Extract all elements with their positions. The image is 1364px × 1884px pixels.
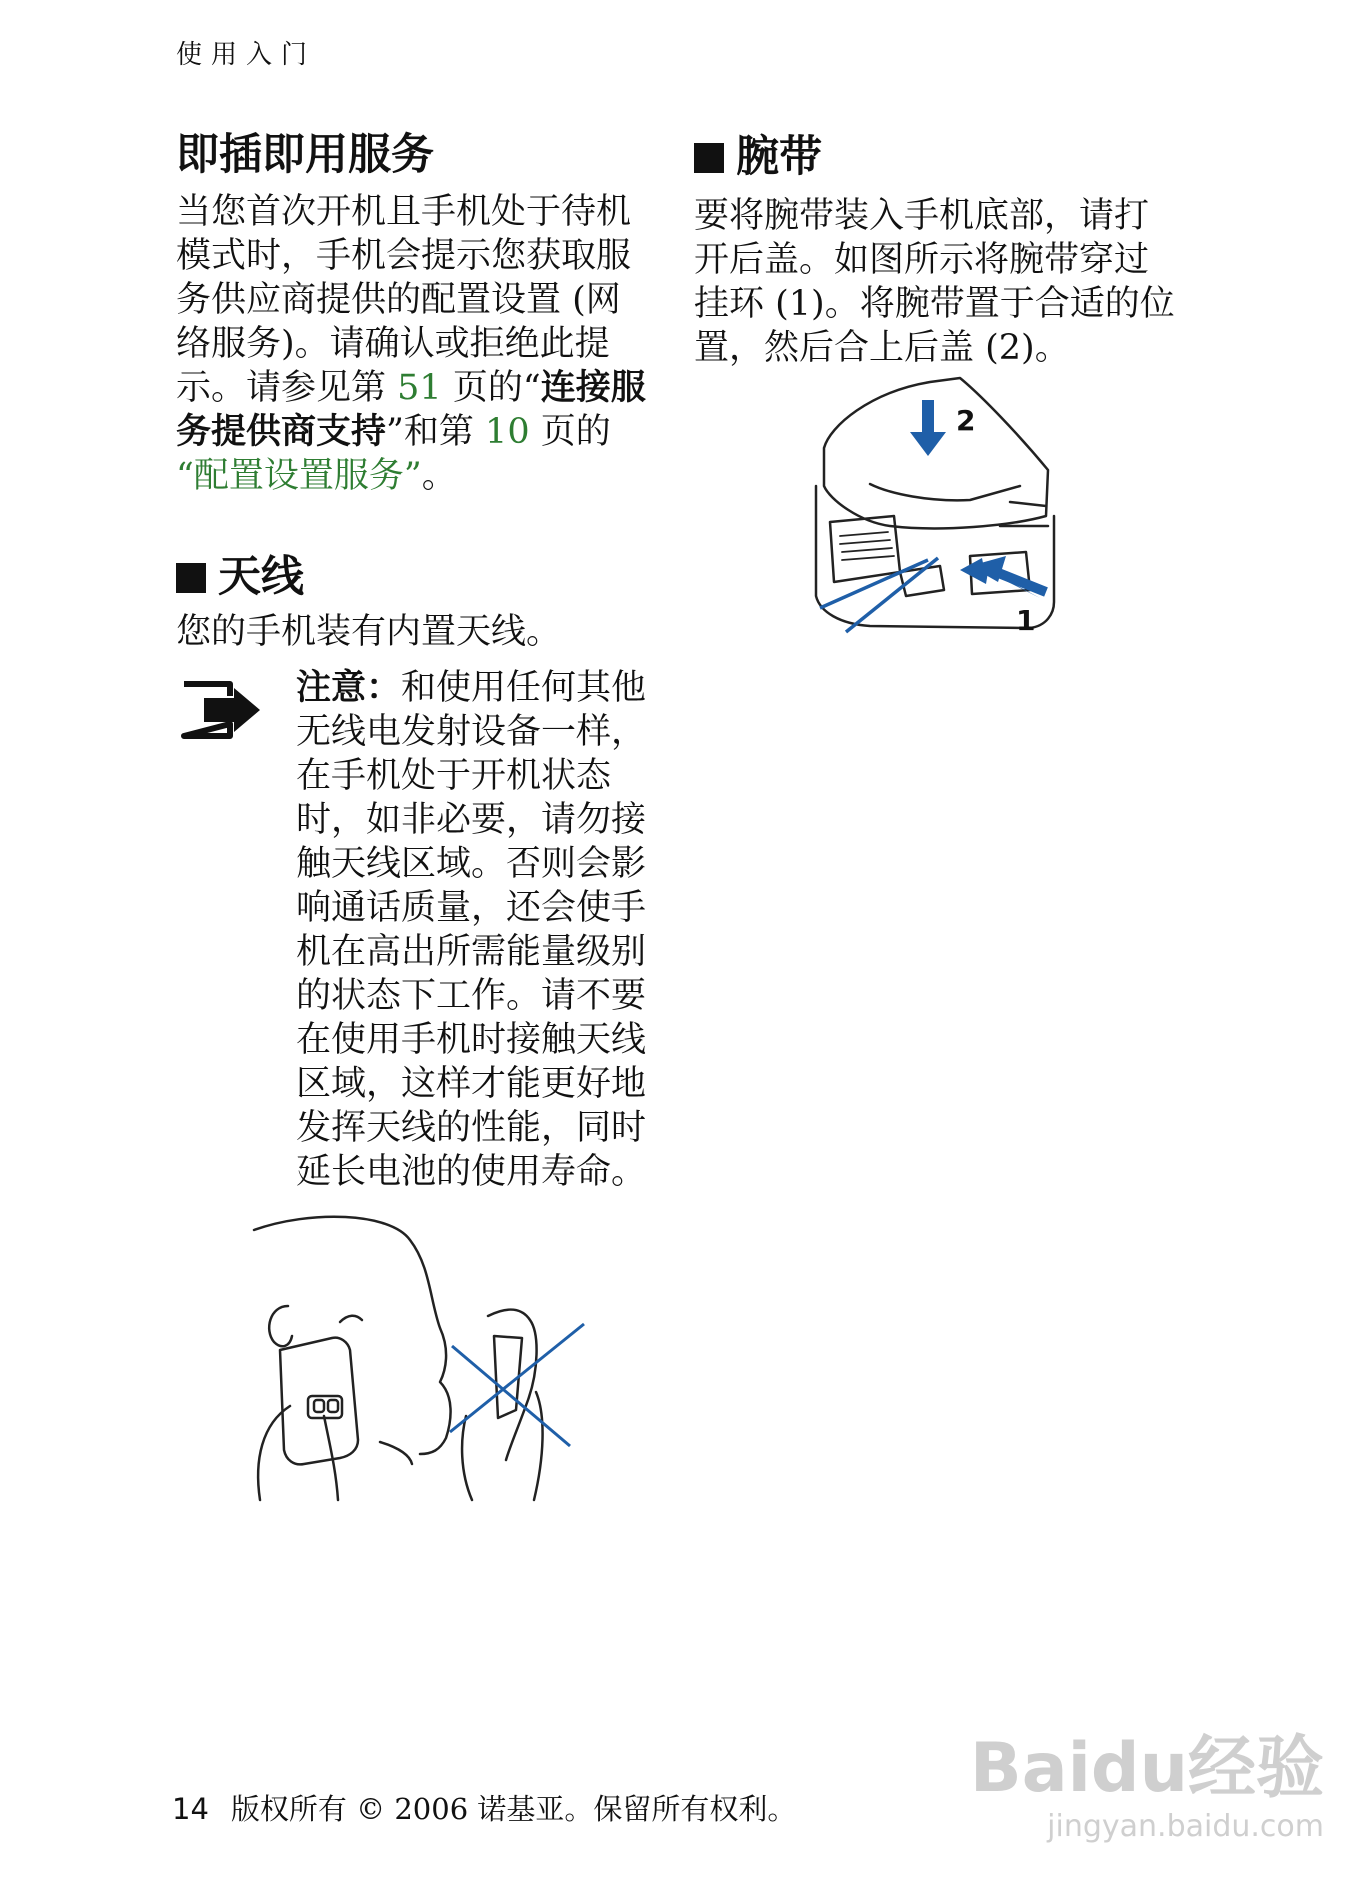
plugplay-line: 络服务)。请确认或拒绝此提 xyxy=(176,324,610,364)
cross-line-b xyxy=(450,1324,584,1432)
wrist-line: 挂环 (1)。将腕带置于合适的位 xyxy=(694,284,1175,324)
note-icon xyxy=(178,680,262,740)
step-2-label: 2 xyxy=(956,404,976,437)
page-header: 使用入门 xyxy=(176,40,317,70)
watermark xyxy=(969,1729,1324,1844)
wrist-line: 开后盖。如图所示将腕带穿过 xyxy=(694,240,1150,280)
text: 页的“ xyxy=(441,368,541,408)
plugplay-title: 即插即用服务 xyxy=(176,130,434,180)
copyright: 版权所有 © 2006 诺基亚。保留所有权利。 xyxy=(230,1792,797,1826)
note-label: 注意： xyxy=(296,668,402,708)
note-line: 时，如非必要，请勿接 xyxy=(296,800,647,840)
plugplay-line xyxy=(176,410,646,454)
antenna-intro: 您的手机装有内置天线。 xyxy=(176,612,562,652)
watermark-url: jingyan.baidu.com xyxy=(1047,1809,1324,1844)
plugplay-line: 当您首次开机且手机处于待机 xyxy=(176,192,632,232)
note-line: 触天线区域。否则会影 xyxy=(296,844,647,884)
wrist-body xyxy=(694,194,1175,370)
section-marker-icon xyxy=(694,143,724,173)
wrist-line: 要将腕带装入手机底部，请打 xyxy=(694,196,1150,236)
plugplay-line xyxy=(176,454,646,498)
text: 示。请参见第 xyxy=(176,368,398,408)
text: 页的 xyxy=(529,412,611,452)
wrist-line: 置，然后合上后盖 (2)。 xyxy=(694,328,1070,368)
link-provider-support-cont[interactable]: 务提供商支持 xyxy=(176,412,387,452)
plugplay-body xyxy=(176,190,646,498)
note-line: 的状态下工作。请不要 xyxy=(296,976,647,1016)
section-marker-icon xyxy=(176,563,206,593)
text: 。 xyxy=(421,456,457,496)
step-1-label: 1 xyxy=(1016,604,1036,637)
wrist-strap-illustration xyxy=(810,376,1060,646)
antenna-title xyxy=(176,552,304,602)
note-text: 和使用任何其他 xyxy=(401,668,647,708)
arrow-down-icon xyxy=(910,432,946,456)
note-line: 区域，这样才能更好地 xyxy=(296,1064,647,1104)
page-number: 14 xyxy=(172,1792,209,1826)
note-line: 无线电发射设备一样， xyxy=(296,712,647,752)
wrist-title-text: 腕带 xyxy=(736,132,822,182)
note-line: 响通话质量，还会使手 xyxy=(296,888,647,928)
plugplay-line: 模式时，手机会提示您获取服 xyxy=(176,236,632,276)
note-line xyxy=(296,666,646,710)
note-line: 延长电池的使用寿命。 xyxy=(296,1152,647,1192)
text: ”和第 xyxy=(386,412,486,452)
antenna-illustration xyxy=(240,1210,620,1510)
page-footer xyxy=(172,1787,796,1828)
antenna-title-text: 天线 xyxy=(218,552,304,602)
back-cover xyxy=(824,378,1048,528)
link-config-service[interactable]: “配置设置服务” xyxy=(176,456,422,496)
page-ref-51[interactable]: 51 xyxy=(397,368,442,408)
cross-line-a xyxy=(452,1346,570,1446)
page-ref-10[interactable]: 10 xyxy=(485,412,530,452)
note-line: 在手机处于开机状态 xyxy=(296,756,612,796)
watermark-logo: Baidu经验 xyxy=(969,1729,1324,1808)
plugplay-line: 务供应商提供的配置设置 (网 xyxy=(176,280,621,320)
note-line: 在使用手机时接触天线 xyxy=(296,1020,647,1060)
note-line: 机在高出所需能量级别 xyxy=(296,932,647,972)
plugplay-line xyxy=(176,366,646,410)
link-provider-support[interactable]: 连接服 xyxy=(540,368,646,408)
antenna-note xyxy=(296,666,646,1194)
note-line: 发挥天线的性能，同时 xyxy=(296,1108,647,1148)
wrist-title xyxy=(694,132,822,182)
